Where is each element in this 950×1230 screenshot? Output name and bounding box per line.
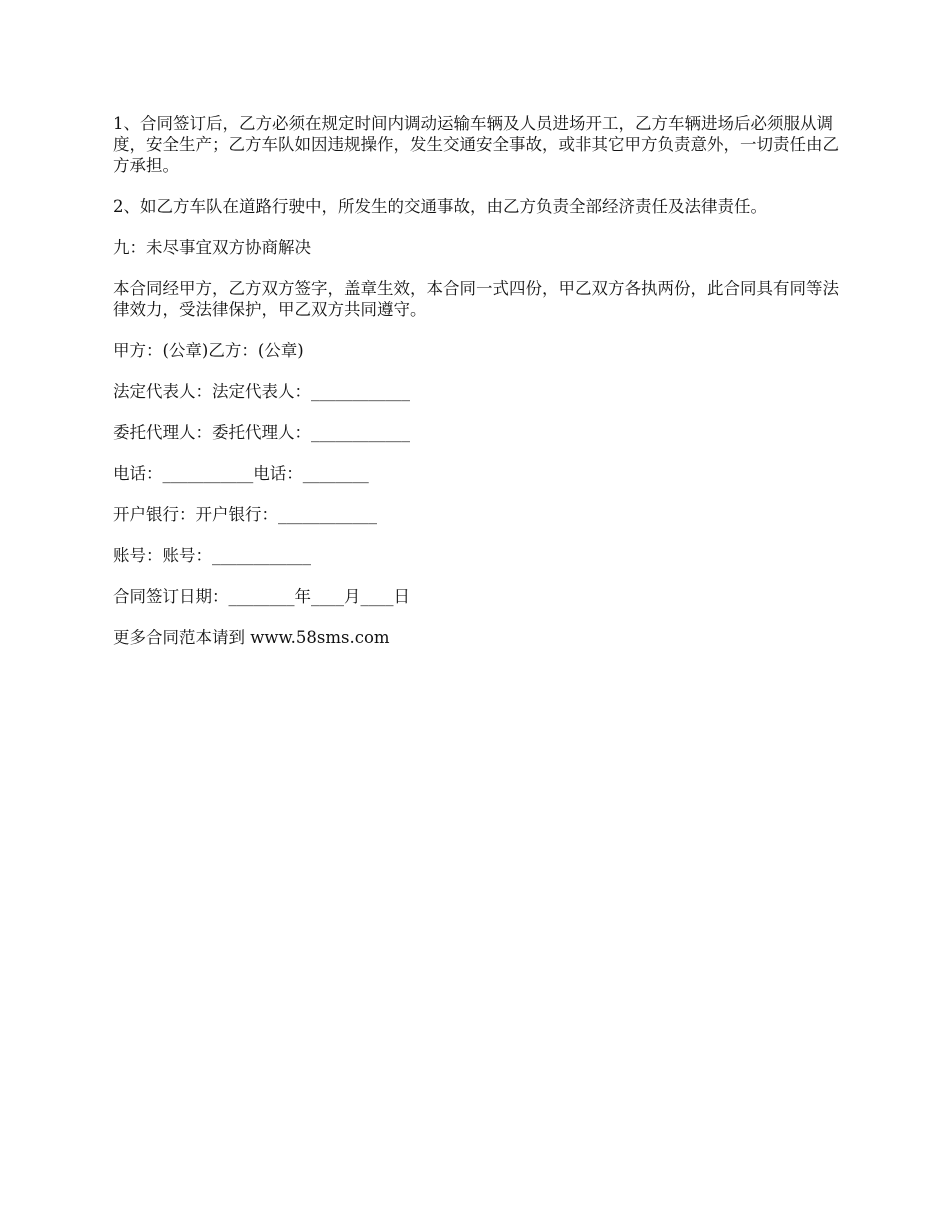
section-9-heading: 九：未尽事宜双方协商解决 — [113, 238, 311, 257]
clause-1-paragraph: 1、合同签订后，乙方必须在规定时间内调动运输车辆及人员进场开工，乙方车辆进场后必须服从调度，安全生产；乙方车队如因违规操作，发生交通安全事故，或非其它甲方负责意外，一切责任由乙方承担。 — [113, 114, 839, 175]
authorized-agent-line: 委托代理人：委托代理人：____________ — [113, 423, 410, 442]
effectiveness-paragraph: 本合同经甲方，乙方双方签字，盖章生效，本合同一式四份，甲乙双方各执两份，此合同具有同等法律效力，受法律保护，甲乙双方共同遵守。 — [113, 279, 839, 319]
legal-representative-line: 法定代表人：法定代表人：____________ — [113, 382, 410, 401]
bank-line: 开户银行：开户银行：____________ — [113, 505, 377, 524]
account-line: 账号：账号：____________ — [113, 546, 311, 565]
signing-date-line: 合同签订日期：________年____月____日 — [113, 587, 410, 606]
phone-line: 电话：___________电话：________ — [113, 464, 369, 483]
document-body — [113, 113, 840, 668]
party-seal-line: 甲方：(公章)乙方：(公章) — [113, 341, 304, 360]
clause-2-paragraph: 2、如乙方车队在道路行驶中，所发生的交通事故，由乙方负责全部经济责任及法律责任。 — [113, 197, 767, 216]
more-templates-footer: 更多合同范本请到 www.58sms.com — [113, 628, 390, 647]
